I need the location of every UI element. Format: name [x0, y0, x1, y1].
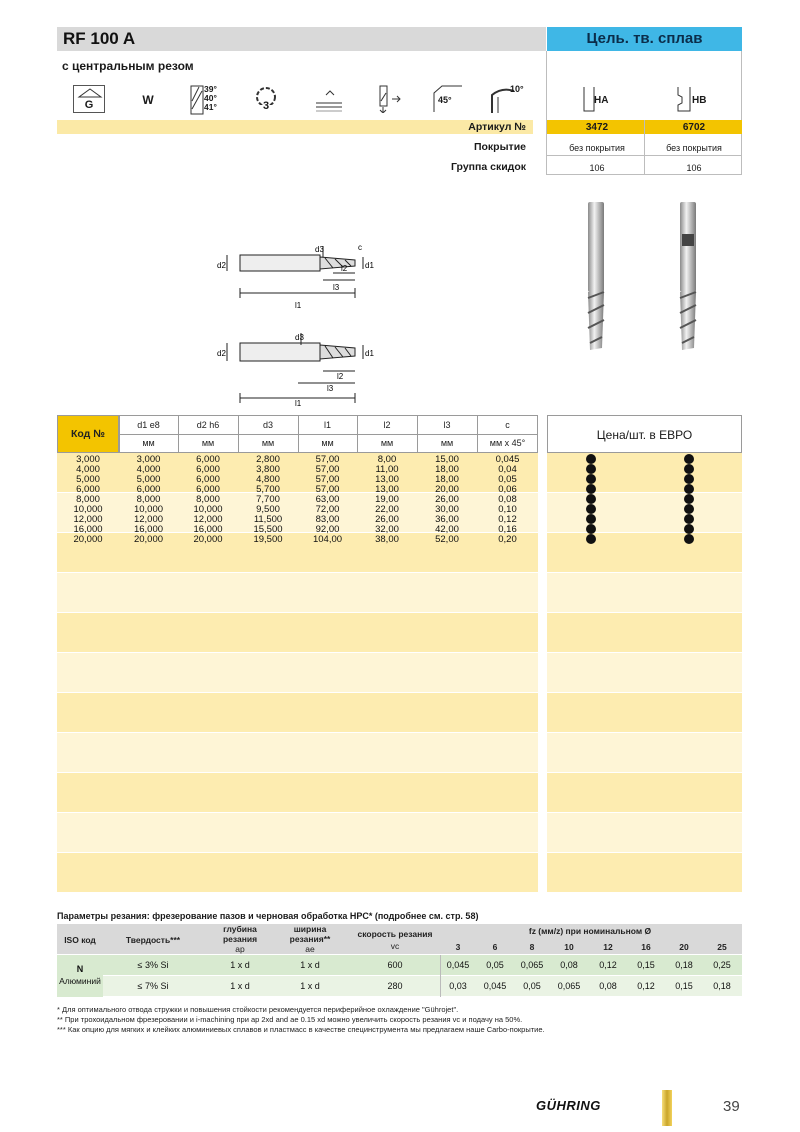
coating-value: без покрытия [569, 143, 625, 153]
speed-header: скорость резания [357, 929, 433, 939]
width-header: резания** [289, 934, 331, 944]
hardness-header: Твердость*** [125, 935, 181, 945]
diameter-header: 12 [603, 942, 613, 952]
fz-cell: 0,25 [713, 960, 731, 970]
table-cell: 63,00 [315, 494, 340, 505]
code-cell: 6,000 [76, 484, 100, 495]
price-band [547, 693, 742, 733]
price-band [547, 573, 742, 613]
table-cell: 57,00 [315, 484, 340, 495]
code-cell: 4,000 [76, 464, 100, 475]
divider [238, 415, 239, 453]
tool-drawing [215, 238, 375, 408]
column-header: d2 h6 [196, 420, 220, 430]
column-unit: мм [380, 438, 394, 448]
divider [119, 415, 120, 453]
helix-angle-3: 41° [204, 102, 217, 112]
divider [644, 120, 645, 175]
price-band [547, 773, 742, 813]
iso-code: N [76, 964, 84, 974]
table-cell: 11,00 [375, 464, 399, 475]
fz-cell: 0,15 [637, 960, 655, 970]
table-cell: 15,500 [253, 524, 283, 535]
table-cell: 7,700 [256, 494, 280, 505]
fz-cell: 0,065 [520, 960, 544, 970]
table-cell: 19,500 [253, 534, 283, 545]
diameter-header: 3 [455, 942, 461, 952]
diameter-header: 8 [529, 942, 535, 952]
depth-symbol: ap [235, 944, 245, 954]
standard-g-icon [73, 85, 105, 113]
page-number: 39 [723, 1098, 740, 1115]
code-header: Код № [71, 428, 105, 440]
table-cell: 0,06 [498, 484, 517, 495]
label-l3: l3 [327, 384, 334, 393]
code-cell: 16,000 [73, 524, 103, 535]
shank-ha-icon [582, 85, 612, 113]
label-l2: l2 [337, 372, 344, 381]
price-header: Цена/шт. в ЕВРО [596, 428, 693, 442]
table-cell: 72,00 [315, 504, 340, 515]
table-band [57, 813, 538, 853]
table-cell: 5,700 [256, 484, 280, 495]
iso-material: Алюминий [59, 976, 101, 986]
price-band [547, 613, 742, 653]
product-subtitle: с центральным резом [62, 59, 194, 73]
fz-cell: 0,12 [599, 960, 617, 970]
article-number: 3472 [585, 122, 609, 133]
diameter-header: 20 [679, 942, 689, 952]
column-header: d3 [262, 420, 273, 430]
price-band [547, 853, 742, 893]
divider [417, 415, 418, 453]
fz-cell: 0,18 [675, 960, 693, 970]
depth-cell: 1 x d [230, 981, 250, 991]
helix-angle-1: 39° [204, 84, 217, 94]
table-cell: 20,000 [133, 534, 164, 545]
fz-header: fz (мм/z) при номинальном Ø [528, 926, 652, 936]
w-label: W [142, 93, 154, 107]
fz-cell: 0,065 [557, 981, 581, 991]
table-cell: 18,00 [435, 464, 459, 475]
discount-group-value: 106 [686, 163, 702, 173]
speed-cell: 280 [387, 981, 403, 991]
diameter-header: 6 [492, 942, 498, 952]
availability-dot [586, 454, 596, 464]
table-cell: 12,000 [133, 514, 164, 525]
fz-cell: 0,045 [446, 960, 470, 970]
g-label: G [84, 99, 94, 111]
table-cell: 2,800 [256, 454, 280, 465]
coating-label: Покрытие [473, 141, 526, 153]
table-cell: 9,500 [256, 504, 280, 515]
price-band [547, 733, 742, 773]
helix-angle-icon [190, 85, 224, 113]
divider [357, 415, 358, 453]
diameter-header: 25 [717, 942, 727, 952]
table-cell: 11,500 [253, 514, 283, 525]
table-cell: 13,00 [375, 484, 399, 495]
table-band [57, 613, 538, 653]
label-l2: l2 [341, 264, 348, 273]
table-cell: 20,000 [193, 534, 223, 545]
label-d2: d2 [217, 349, 226, 358]
availability-dot [586, 504, 596, 514]
table-cell: 8,000 [136, 494, 161, 505]
availability-dot [586, 464, 596, 474]
chamfer-45-icon [432, 85, 462, 113]
cutting-params-title: Параметры резания: фрезерование пазов и черновая обработка HPC* (подробнее см. стр. 58) [57, 911, 479, 921]
divider [119, 434, 538, 435]
label-l3: l3 [333, 283, 340, 292]
code-cell: 8,000 [76, 494, 100, 505]
table-cell: 16,000 [133, 524, 164, 535]
availability-dot [684, 474, 694, 484]
table-cell: 57,00 [315, 464, 340, 475]
table-cell: 0,08 [498, 494, 517, 505]
table-cell: 10,000 [193, 504, 223, 515]
width-cell: 1 x d [300, 960, 320, 970]
divider [298, 415, 299, 453]
label-l1: l1 [295, 301, 302, 310]
table-cell: 36,00 [435, 514, 459, 525]
table-cell: 83,00 [315, 514, 340, 525]
table-cell: 20,00 [435, 484, 459, 495]
label-l1: l1 [295, 399, 302, 408]
article-number: 6702 [682, 122, 706, 133]
availability-dot [684, 524, 694, 534]
footnote-2: ** При трохоидальном фрезеровании и i-machining при ap 2xd and ae 0.15 xd можно увеличить скорость резания vc и подачу на 50%. [57, 1015, 523, 1024]
table-cell: 10,000 [133, 504, 164, 515]
availability-dot [586, 474, 596, 484]
availability-dot [586, 524, 596, 534]
table-cell: 4,000 [136, 464, 161, 475]
surface-finish-icon [312, 85, 346, 113]
plunge-cut-icon [374, 85, 404, 113]
chamfer-label: 45° [438, 95, 452, 105]
fz-cell: 0,15 [675, 981, 693, 991]
depth-cell: 1 x d [230, 960, 250, 970]
fz-cell: 0,05 [523, 981, 541, 991]
helix-angle-2: 40° [204, 93, 217, 103]
price-band [547, 493, 742, 533]
availability-dot [586, 484, 596, 494]
table-cell: 6,000 [196, 474, 220, 485]
table-cell: 0,045 [495, 454, 520, 465]
column-header: l2 [383, 420, 391, 430]
table-cell: 6,000 [196, 464, 220, 475]
discount-group-value: 106 [589, 163, 605, 173]
footnote-3: *** Как опцию для мягких и клейких алюминиевых сплавов и пластмасс в качестве специнструмента мы предлагаем наше Carbo-покрытие. [57, 1025, 545, 1034]
availability-dot [684, 514, 694, 524]
fz-cell: 0,08 [599, 981, 617, 991]
availability-dot [684, 494, 694, 504]
speed-symbol: vc [390, 941, 400, 951]
shank-hb-label: HB [692, 95, 707, 106]
column-unit: мм x 45° [489, 438, 526, 448]
table-cell: 0,05 [498, 474, 517, 485]
speed-cell: 600 [387, 960, 403, 970]
table-cell: 15,00 [435, 454, 459, 465]
discount-group-label: Группа скидок [451, 161, 526, 173]
availability-dot [684, 484, 694, 494]
table-cell: 5,000 [136, 474, 161, 485]
table-cell: 13,00 [375, 474, 399, 485]
diameter-header: 10 [564, 942, 574, 952]
availability-dot [586, 534, 596, 544]
table-band [57, 733, 538, 773]
gold-accent-bar [662, 1090, 672, 1126]
fz-cell: 0,05 [486, 960, 504, 970]
code-cell: 10,000 [73, 504, 103, 515]
price-band [547, 813, 742, 853]
table-cell: 52,00 [435, 534, 459, 545]
table-cell: 6,000 [196, 484, 220, 495]
table-cell: 42,00 [435, 524, 459, 535]
iso-header: ISO код [64, 935, 96, 945]
table-cell: 0,20 [498, 534, 517, 545]
table-cell: 30,00 [435, 504, 459, 515]
table-cell: 4,800 [256, 474, 280, 485]
table-band [57, 693, 538, 733]
label-c: c [358, 243, 362, 252]
availability-dot [684, 534, 694, 544]
column-header: c [505, 420, 510, 430]
table-cell: 104,00 [312, 534, 343, 545]
table-band [57, 773, 538, 813]
table-cell: 18,00 [435, 474, 459, 485]
table-cell: 0,16 [498, 524, 517, 535]
table-cell: 6,000 [196, 454, 220, 465]
material-label: Цель. тв. сплав [586, 30, 703, 47]
coating-value: без покрытия [666, 143, 722, 153]
table-cell: 32,00 [375, 524, 399, 535]
table-cell: 26,00 [435, 494, 459, 505]
table-cell: 12,000 [193, 514, 223, 525]
table-cell: 6,000 [136, 484, 161, 495]
price-band [547, 653, 742, 693]
column-unit: мм [261, 438, 275, 448]
guhring-logo: GÜHRING [536, 1098, 601, 1113]
relief-angle-icon [488, 85, 528, 113]
fz-cell: 0,08 [560, 960, 578, 970]
fz-cell: 0,18 [713, 981, 731, 991]
width-symbol: ae [305, 944, 315, 954]
width-cell: 1 x d [300, 981, 320, 991]
table-band [57, 853, 538, 893]
table-cell: 22,00 [375, 504, 399, 515]
column-header: d1 e8 [137, 420, 160, 430]
shank-ha-label: HA [594, 95, 609, 106]
depth-header: резания [222, 934, 258, 944]
label-d3: d3 [295, 333, 304, 342]
shank-hb-icon [676, 85, 712, 113]
table-band [57, 573, 538, 613]
column-header: l3 [443, 420, 451, 430]
table-cell: 19,00 [375, 494, 399, 505]
product-photos [578, 198, 728, 358]
price-band [547, 533, 742, 573]
code-cell: 3,000 [76, 454, 100, 465]
table-cell: 3,800 [256, 464, 280, 475]
fz-cell: 0,045 [483, 981, 507, 991]
hardness-cell: ≤ 3% Si [137, 960, 169, 970]
table-cell: 8,00 [377, 454, 397, 465]
table-cell: 92,00 [315, 524, 340, 535]
table-cell: 0,12 [498, 514, 517, 525]
availability-dot [586, 494, 596, 504]
code-cell: 20,000 [73, 534, 103, 545]
divider [477, 415, 478, 453]
label-d1: d1 [365, 261, 374, 270]
table-cell: 26,00 [375, 514, 399, 525]
width-header: ширина [293, 924, 327, 934]
availability-dot [684, 454, 694, 464]
table-cell: 16,000 [193, 524, 223, 535]
hardness-cell: ≤ 7% Si [137, 981, 169, 991]
availability-dot [684, 464, 694, 474]
code-cell: 12,000 [73, 514, 103, 525]
column-unit: мм [142, 438, 155, 448]
table-cell: 38,00 [375, 534, 399, 545]
table-cell: 0,04 [498, 464, 517, 475]
price-band [547, 453, 742, 493]
column-header: l1 [323, 420, 331, 430]
column-unit: мм [440, 438, 454, 448]
table-cell: 0,10 [498, 504, 517, 515]
table-cell: 3,000 [136, 454, 161, 465]
table-band [57, 653, 538, 693]
footnote-1: * Для оптимального отвода стружки и повышения стойкости рекомендуется периферийное охлаждение "Gührojet". [57, 1005, 459, 1014]
divider [440, 955, 441, 997]
fz-cell: 0,12 [637, 981, 655, 991]
availability-dot [684, 504, 694, 514]
depth-header: глубина [223, 924, 257, 934]
availability-dot [586, 514, 596, 524]
column-unit: мм [321, 438, 334, 448]
diameter-header: 16 [641, 942, 651, 952]
divider [178, 415, 179, 453]
table-cell: 57,00 [315, 454, 340, 465]
label-d2: d2 [217, 261, 226, 270]
fz-cell: 0,03 [449, 981, 467, 991]
table-cell: 8,000 [196, 494, 220, 505]
flutes-label: 3 [262, 100, 270, 112]
table-cell: 57,00 [315, 474, 340, 485]
label-d3: d3 [315, 245, 324, 254]
article-label: Артикул № [468, 121, 526, 133]
relief-label: 10° [510, 84, 524, 94]
column-unit: мм [201, 438, 215, 448]
flutes-icon [250, 85, 282, 113]
standard-w-icon [132, 85, 164, 113]
code-cell: 5,000 [76, 474, 100, 485]
product-title: RF 100 A [63, 29, 136, 48]
label-d1: d1 [365, 349, 374, 358]
